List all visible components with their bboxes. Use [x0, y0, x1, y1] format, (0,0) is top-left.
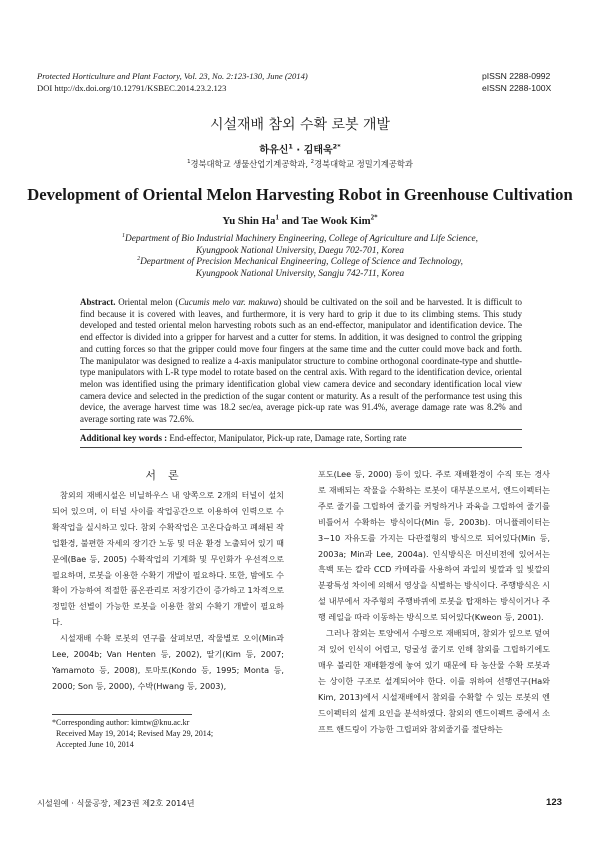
- author-and: and: [278, 215, 302, 227]
- body-right-paragraph-1: 포도(Lee 등, 2000) 등이 있다. 주로 재배환경이 수직 또는 경사로 재배되는 작물을 수확하는 로봇이 대부분으로서, 엔드이펙터는 주로 줄기를 그립하여 줄기를 커팅하거나 과육을 그립하여 줄기를 비틀어서 수확하는 방식이다(Min 등, 2003b). 머니퓰레이터는 3~10 자유도를 가지는 다관절형의 방식으로 되어있다(Min 등, 2003a; Min과 Lee, 2004a). 인식방식은 머신비전에 있어서는 흑백 또는 칼라 CCD 카메라를 사용하여 과일의 빛깔과 잎 빛깔의 분광특성 차이에 의해서 영상을 식별하는 방식이다. 주행방식은 시설 내부에서 자주형의 주행바퀴에 로봇을 탑재하는 방식이거나 주행 레일을 따라 이동하는 방식으로 되어있다(Kweon 등, 2001).: [318, 469, 550, 623]
- korean-author-1-sup: 1: [288, 142, 293, 151]
- journal-header: [37, 71, 308, 94]
- english-author-2-sup: 2*: [370, 213, 378, 222]
- abstract: [80, 297, 522, 426]
- corresponding-author: *Corresponding author: kimtw@knu.ac.kr: [52, 718, 190, 727]
- korean-affil-1: 경북대학교 생물산업기계공학과,: [190, 159, 311, 169]
- journal-citation: Protected Horticulture and Plant Factory, Vol. 23, No. 2:123-130, June (2014): [37, 71, 308, 81]
- english-affil-2-line-2: Kyungpook National University, Sangju 742-711, Korea: [195, 268, 405, 279]
- korean-author-2: 김태욱: [303, 145, 333, 156]
- abstract-label: Abstract.: [80, 297, 116, 307]
- footnote-rule: [52, 714, 192, 715]
- footnote: [52, 717, 302, 751]
- english-affil-2-line-1: Department of Precision Mechanical Engineering, College of Science and Technology,: [140, 257, 463, 268]
- english-affil-1-line-1: Department of Bio Industrial Machinery Engineering, College of Agriculture and Life Science,: [125, 234, 478, 244]
- keywords: [80, 433, 522, 443]
- english-authors: [0, 215, 600, 227]
- body-right-paragraph-2: 그러나 참외는 토양에서 수평으로 재배되며, 참외가 잎으로 덮여져 있어 인식이 어렵고, 덩굴성 줄기로 인해 참외를 그립하기에도 매우 불리한 재배환경에 놓여 있기 때문에 타 농산물 수확 로봇과는 상이한 구조로 설계되어야 한다. 이를 위하여 선행연구(Ha와 Kim, 2013)에서 시설재배에서 참외를 수확할 수 있는 로봇의 엔드이펙터의 설계 요인을 분석하였다. 참외의 엔드이펙트 중에서 소프트 핸드링이 가능한 그립퍼와 참외줄기를 절단하는: [318, 628, 550, 734]
- abstract-text-rest: ) should be cultivated on the soil and be harvested. It is difficult to find because it is covered with leaves, and furthermore, it is very hard to grip it due to its climbing stems. This study developed and tested oriental melon harvesting robots such as an end-effector, manipulator and identification device. The end effector is divided into a gripper for harvest and a cutter for stems. In addition, it was designed to control the gripping and cutting forces so that the gripper could move four fingers at the same time and the cutter could move back and forth. The manipulator was designed to realize a 4-axis manipulator structure to combine orthogonal coordinate-type and shuttle-type manipulators with L-R type model to rotate based on the central axis. With regard to the identification device, oriental melon was identified using the primary identification global view camera device and secondary identification local view camera device and selected in the prediction of the sugar content or maturity. As a result of the performance test using this device, the average harvest time was 18.2 sec/ea, average pick-up rate was 91.4%, average damage rate was 8.2% and average sorting rate was 72.6%.: [80, 297, 522, 425]
- korean-affil-2-sup: 2: [310, 159, 315, 166]
- author-separator: ·: [292, 145, 304, 156]
- keywords-label: Additional key words :: [80, 433, 168, 443]
- body-right-column: [318, 467, 550, 737]
- english-affil-1-sup: 1: [122, 232, 126, 239]
- english-affil-1: [0, 234, 600, 246]
- english-author-1: Yu Shin Ha: [222, 215, 276, 227]
- accepted-date: Accepted June 10, 2014: [56, 740, 134, 750]
- korean-affiliations: [0, 158, 600, 170]
- issn-block: [482, 71, 551, 94]
- keywords-top-rule: [80, 429, 522, 430]
- body-left-paragraph-2: 시설재배 수확 로봇의 연구를 살펴보면, 작물별로 오이(Min과 Lee, 2004b; Van Henten 등, 2002), 딸기(Kim 등, 2007; Yamamoto 등, 2008), 토마토(Kondo 등, 1995; Monta 등, 2000; Son 등, 2000), 수박(Hwang 등, 2003),: [52, 633, 284, 691]
- body-left-paragraph-1: 참외의 재배시설은 비닐하우스 내 양쪽으로 2개의 터널이 설치되어 있으며, 이 터널 사이를 작업공간으로 이용하여 인력으로 수확작업을 실시하고 있다. 참외 수확작업은 고온다습하고 폐쇄된 작업환경, 불편한 자세의 장기간 노동 및 더운 환경 노출되어 있기 때문에(Bae 등, 2005) 수확작업의 기계화 및 무인화가 우선적으로 필요하며, 로봇을 이용한 수확기 개발이 필요하다. 또한, 밤에도 수확이 가능하여 적절한 품온관리로 저장기간이 증가하고 1차적으로 정밀한 선별이 가능한 로봇을 이용한 참외 수확기 개발이 필요하다.: [52, 490, 284, 628]
- page-number: 123: [545, 797, 562, 808]
- korean-author-2-sup: 2*: [332, 142, 341, 151]
- english-affil-2: [0, 257, 600, 269]
- abstract-text-start: Oriental melon (: [115, 297, 179, 307]
- eissn: eISSN 2288-100X: [482, 82, 552, 93]
- english-affiliations: [0, 234, 600, 280]
- section-heading: 서론: [145, 469, 191, 482]
- korean-authors: [0, 141, 600, 156]
- korean-affil-2: 경북대학교 정밀기계공학과: [314, 159, 413, 169]
- footer-journal: 시설원예 · 식물공장, 제23권 제2호 2014년: [37, 798, 195, 808]
- received-date: Received May 19, 2014; Revised May 29, 2014;: [56, 729, 214, 739]
- english-author-1-sup: 1: [275, 213, 279, 222]
- body-left-column: [52, 488, 284, 695]
- korean-author-1: 하유신: [259, 145, 289, 156]
- english-author-2: Tae Wook Kim: [301, 215, 371, 227]
- keywords-bottom-rule: [80, 447, 522, 448]
- keywords-text: End-effector, Manipulator, Pick-up rate, Damage rate, Sorting rate: [167, 433, 407, 443]
- english-affil-1-line-2: Kyungpook National University, Daegu 702-701, Korea: [195, 245, 405, 256]
- english-title: Development of Oriental Melon Harvesting Robot in Greenhouse Cultivation: [27, 185, 573, 204]
- korean-affil-1-sup: 1: [187, 159, 191, 166]
- doi[interactable]: DOI http://dx.doi.org/10.12791/KSBEC.2014.23.2.123: [37, 82, 227, 93]
- english-affil-2-sup: 2: [137, 256, 141, 263]
- abstract-species: Cucumis melo var. makuwa: [178, 297, 279, 307]
- korean-title: 시설재배 참외 수확 로봇 개발: [209, 117, 391, 133]
- pissn: pISSN 2288-0992: [482, 71, 551, 81]
